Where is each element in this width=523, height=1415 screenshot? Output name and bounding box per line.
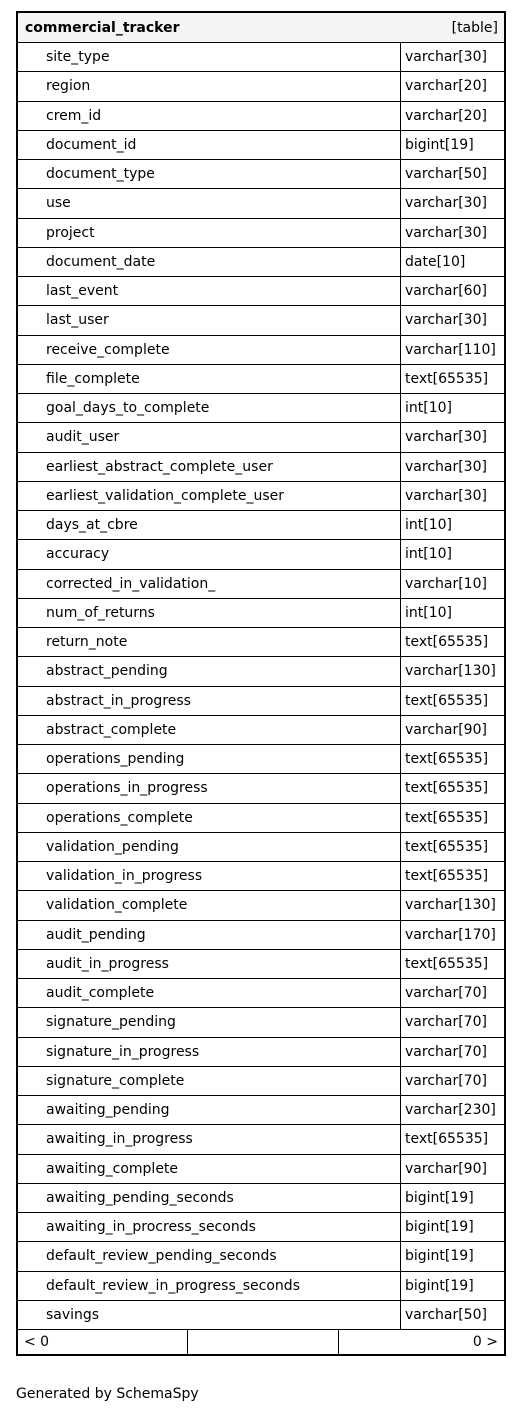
table-row [18,1155,504,1184]
column-type: varchar[70] [405,1014,487,1031]
column-name: earliest_validation_complete_user [18,482,401,510]
column-name: goal_days_to_complete [18,394,401,422]
column-type: text[65535] [405,868,489,885]
column-name: abstract_in_progress [18,687,401,715]
table-row [18,1067,504,1096]
table-row [18,657,504,686]
column-type: int[10] [405,400,452,417]
column-name: crem_id [18,102,401,130]
column-name: use [18,189,401,217]
column-name: receive_complete [18,336,401,364]
table-row [18,833,504,862]
table-row [18,628,504,657]
column-name: signature_pending [18,1008,401,1036]
column-name: savings [18,1301,401,1329]
table-row [18,306,504,335]
column-name: signature_complete [18,1067,401,1095]
table-row [18,277,504,306]
table-row [18,511,504,540]
column-name: project [18,219,401,247]
table-row [18,1038,504,1067]
column-name: accuracy [18,540,401,568]
column-type: text[65535] [405,634,489,651]
table-row [18,599,504,628]
column-type: int[10] [405,604,452,621]
table-row [18,1301,504,1330]
column-name: document_type [18,160,401,188]
column-type: bigint[19] [405,1219,474,1236]
column-name: last_user [18,306,401,334]
table-header [18,13,504,43]
column-name: awaiting_complete [18,1155,401,1183]
table-row [18,774,504,803]
column-name: operations_complete [18,804,401,832]
column-name: audit_complete [18,979,401,1007]
column-name: audit_pending [18,921,401,949]
column-type: bigint[19] [405,1189,474,1206]
table-row [18,687,504,716]
column-type: int[10] [405,517,452,534]
column-name: abstract_complete [18,716,401,744]
table-row [18,921,504,950]
column-type: text[65535] [405,692,489,709]
table-row [18,189,504,218]
column-type: varchar[70] [405,985,487,1002]
column-name: operations_pending [18,745,401,773]
column-type: varchar[130] [405,897,496,914]
column-type: text[65535] [405,780,489,797]
column-type: bigint[19] [405,1248,474,1265]
column-name: audit_user [18,423,401,451]
children-count: 0 > [472,1334,498,1350]
column-type: varchar[30] [405,224,487,241]
column-type: varchar[70] [405,1043,487,1060]
column-type: varchar[170] [405,926,496,943]
column-type: varchar[70] [405,1072,487,1089]
table-row [18,160,504,189]
column-name: document_id [18,131,401,159]
column-name: num_of_returns [18,599,401,627]
table-row [18,423,504,452]
column-name: file_complete [18,365,401,393]
column-name: last_event [18,277,401,305]
table-row [18,540,504,569]
column-name: default_review_pending_seconds [18,1242,401,1270]
column-name: document_date [18,248,401,276]
table-row [18,1125,504,1154]
table-row [18,979,504,1008]
table-row [18,862,504,891]
table-row [18,1096,504,1125]
column-type: text[65535] [405,751,489,768]
column-type: bigint[19] [405,1277,474,1294]
column-name: default_review_in_progress_seconds [18,1272,401,1300]
table-row [18,1272,504,1301]
table-row [18,131,504,160]
table-row [18,336,504,365]
column-type: int[10] [405,546,452,563]
column-name: validation_pending [18,833,401,861]
column-type: varchar[230] [405,1102,496,1119]
column-name: days_at_cbre [18,511,401,539]
column-name: earliest_abstract_complete_user [18,453,401,481]
column-type: varchar[90] [405,721,487,738]
column-type: text[65535] [405,809,489,826]
column-name: corrected_in_validation_ [18,570,401,598]
column-type: varchar[20] [405,78,487,95]
generated-by-label: Generated by SchemaSpy [16,1386,199,1402]
column-name: awaiting_pending_seconds [18,1184,401,1212]
column-type: text[65535] [405,1131,489,1148]
column-name: awaiting_in_procress_seconds [18,1213,401,1241]
column-name: region [18,72,401,100]
column-name: awaiting_in_progress [18,1125,401,1153]
table-row [18,365,504,394]
column-type: bigint[19] [405,136,474,153]
column-type: text[65535] [405,370,489,387]
column-type: text[65535] [405,955,489,972]
table-row [18,1242,504,1271]
table-footer [18,1330,504,1354]
column-type: text[65535] [405,838,489,855]
column-type: varchar[90] [405,1160,487,1177]
column-name: abstract_pending [18,657,401,685]
table-row [18,453,504,482]
column-name: operations_in_progress [18,774,401,802]
column-type: varchar[110] [405,341,496,358]
table-row [18,219,504,248]
table-box [16,11,506,1356]
column-type: varchar[130] [405,663,496,680]
column-type: varchar[50] [405,166,487,183]
column-type: varchar[30] [405,195,487,212]
column-type: varchar[30] [405,429,487,446]
column-type: varchar[50] [405,1306,487,1323]
table-name: commercial_tracker [25,19,180,36]
table-row [18,1008,504,1037]
table-row [18,804,504,833]
column-name: validation_complete [18,891,401,919]
column-type: varchar[30] [405,458,487,475]
column-type: varchar[30] [405,312,487,329]
table-row [18,716,504,745]
table-row [18,43,504,72]
column-name: audit_in_progress [18,950,401,978]
table-row [18,248,504,277]
column-type: varchar[30] [405,487,487,504]
table-row [18,72,504,101]
parents-count: < 0 [18,1330,188,1354]
column-name: validation_in_progress [18,862,401,890]
column-type: varchar[10] [405,575,487,592]
column-list [18,43,504,1330]
table-row [18,482,504,511]
table-row [18,394,504,423]
footer-spacer [188,1330,339,1354]
table-row [18,891,504,920]
column-type: varchar[20] [405,107,487,124]
column-type: date[10] [405,253,466,270]
table-row [18,745,504,774]
table-row [18,1213,504,1242]
column-name: return_note [18,628,401,656]
column-name: awaiting_pending [18,1096,401,1124]
column-type: varchar[30] [405,49,487,66]
table-row [18,570,504,599]
table-kind: [table] [451,19,498,36]
table-row [18,950,504,979]
column-name: site_type [18,43,401,71]
column-type: varchar[60] [405,283,487,300]
table-row [18,1184,504,1213]
column-name: signature_in_progress [18,1038,401,1066]
table-row [18,102,504,131]
